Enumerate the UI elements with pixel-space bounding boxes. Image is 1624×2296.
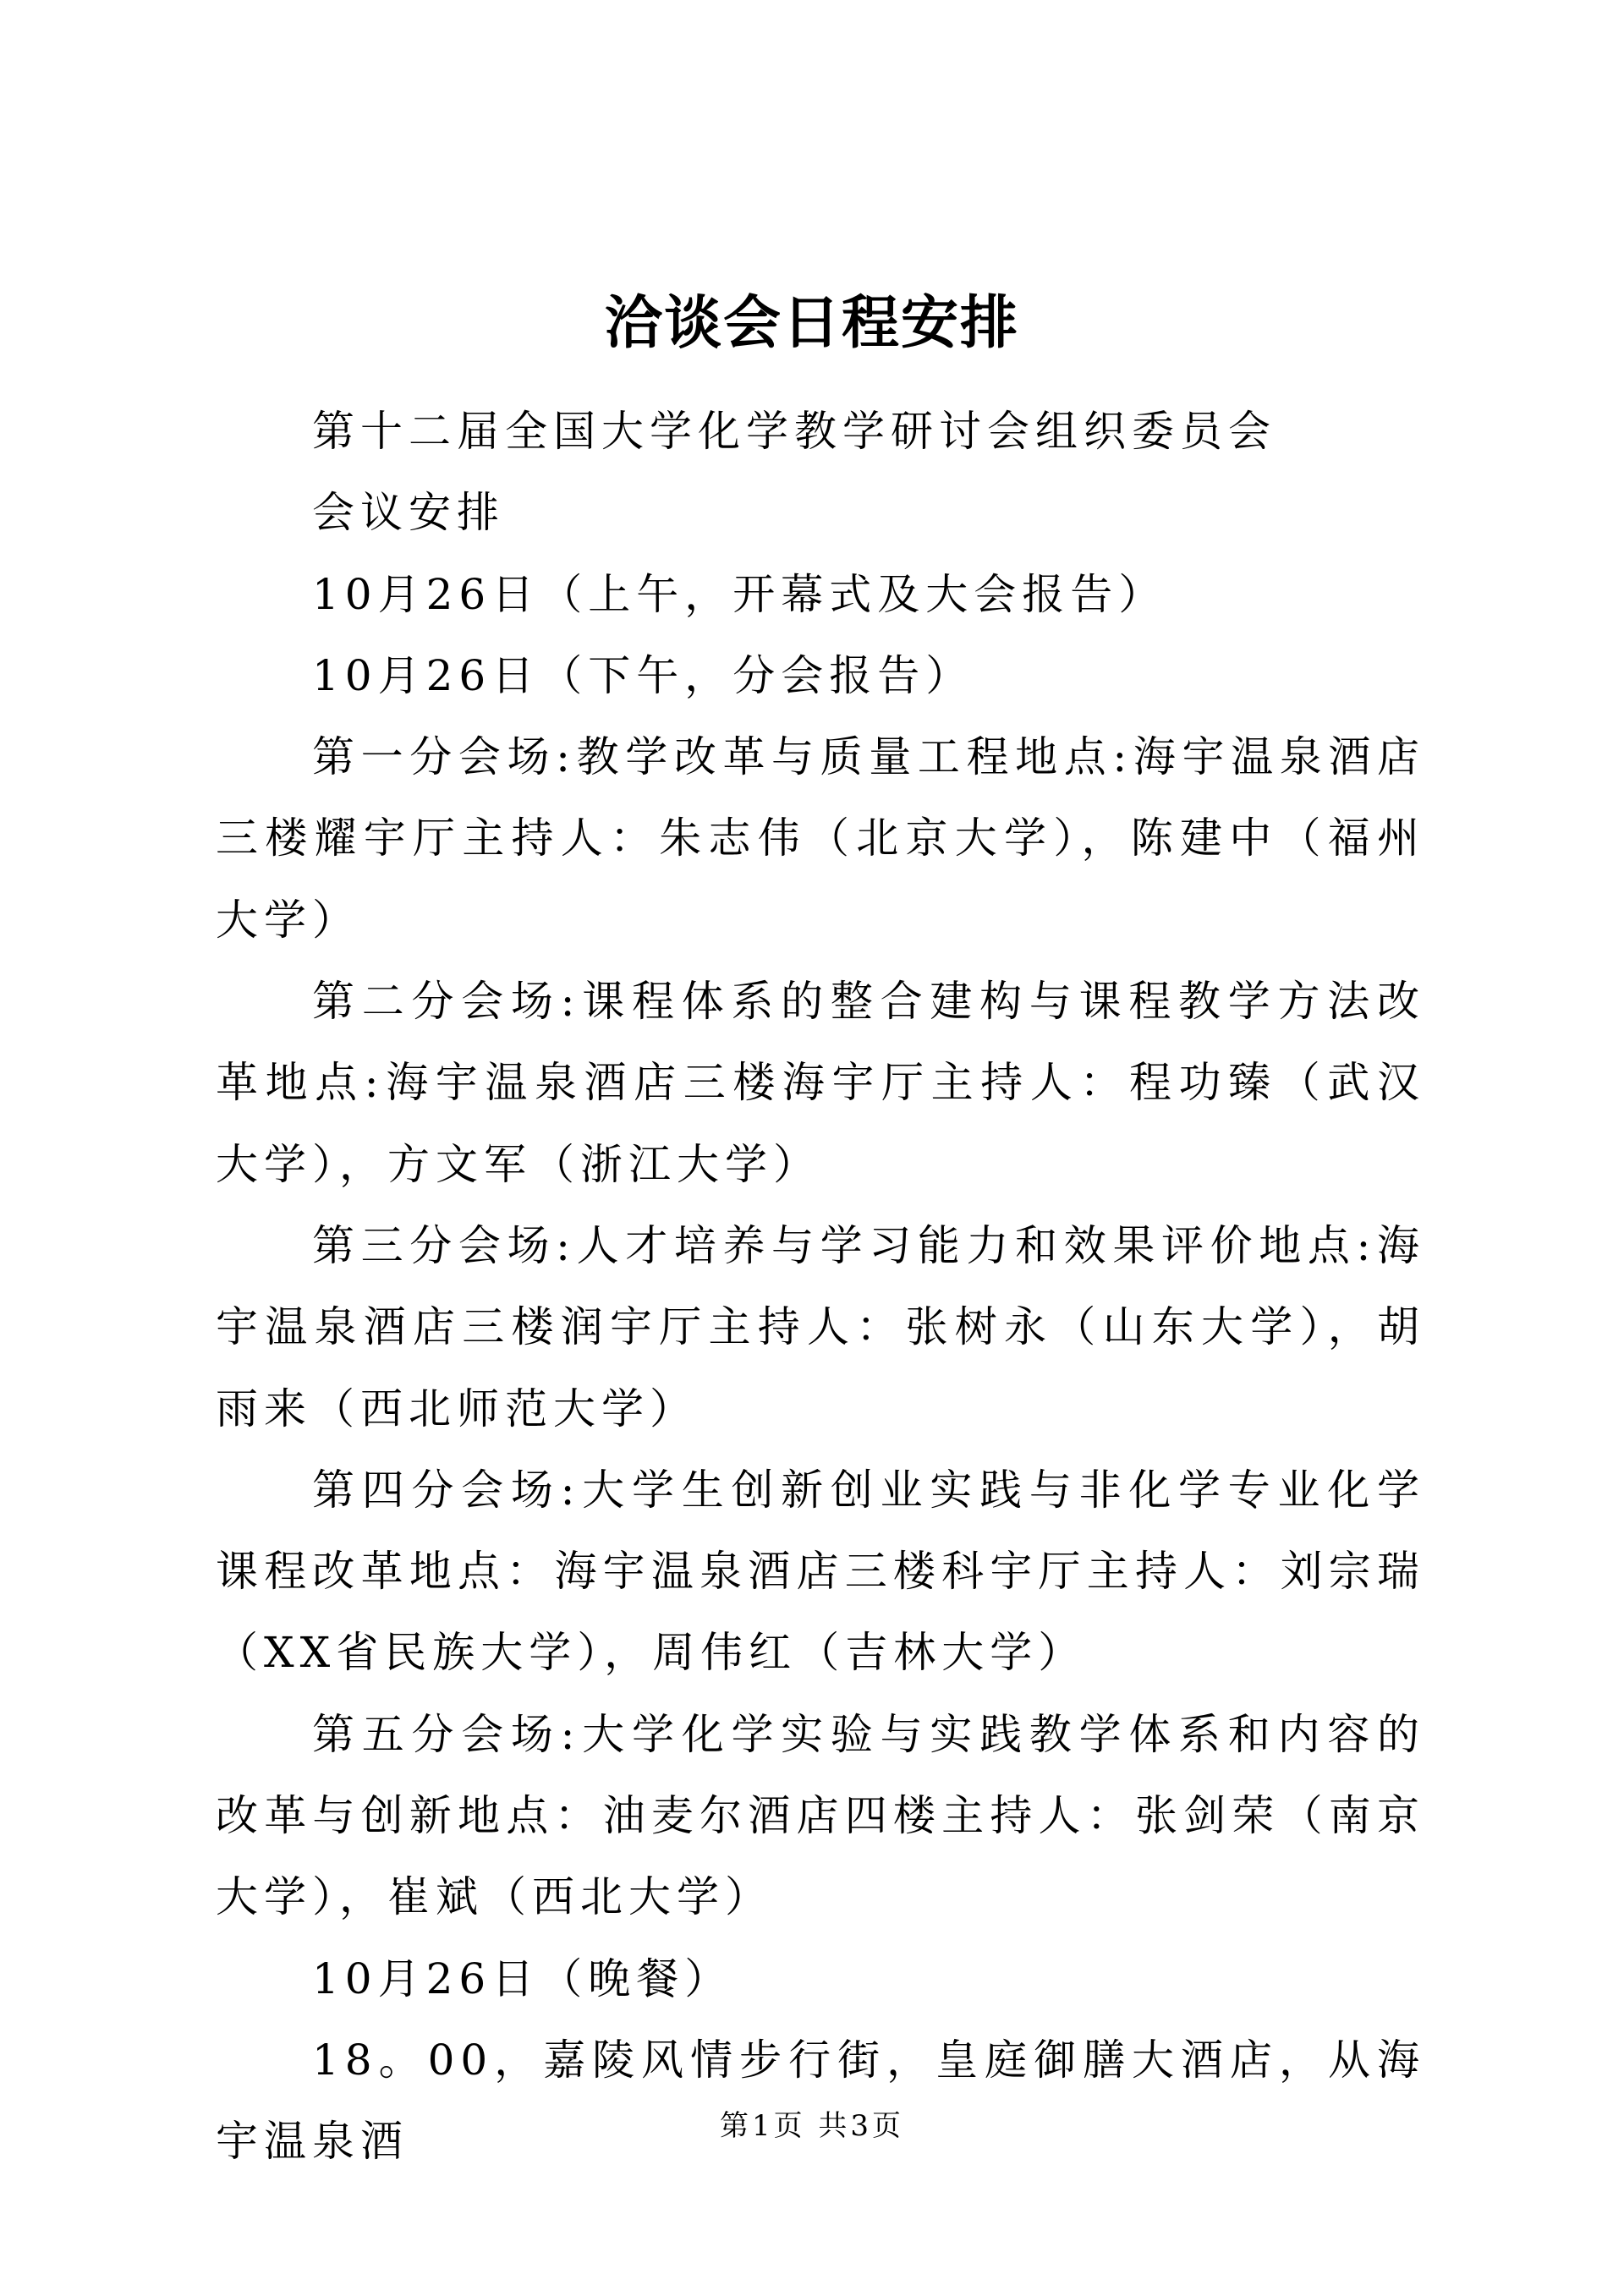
paragraph-venue-1: 第一分会场:教学改革与质量工程地点:海宇温泉酒店三楼耀宇厅主持人：朱志伟（北京大学），陈建中（福州大学）: [216, 732, 1425, 945]
paragraph-venue-2: 第二分会场:课程体系的整合建构与课程教学方法改革地点:海宇温泉酒店三楼海宇厅主持人：程功臻（武汉大学），方文军（浙江大学）: [216, 977, 1425, 1189]
document-title: 洽谈会日程安排: [604, 289, 1019, 357]
paragraph-dinner: 10月26日（晚餐）: [312, 1954, 733, 2003]
paragraph-meeting-arrangement: 会议安排: [312, 488, 505, 538]
paragraph-dinner-details: 18。00，嘉陵风情步行街，皇庭御膳大酒店，从海宇温泉酒: [216, 2035, 1425, 2167]
paragraph-afternoon-session: 10月26日（下午，分会报告）: [312, 650, 974, 700]
paragraph-organizer: 第十二届全国大学化学教学研讨会组织委员会: [312, 407, 1276, 456]
paragraph-venue-3: 第三分会场:人才培养与学习能力和效果评价地点:海宇温泉酒店三楼润宇厅主持人：张树永（山东大学），胡雨来（西北师范大学）: [216, 1220, 1425, 1433]
paragraph-venue-4: 第四分会场:大学生创新创业实践与非化学专业化学课程改革地点：海宇温泉酒店三楼科宇厅主持人：刘宗瑞（XX省民族大学），周伟红（吉林大学）: [216, 1465, 1425, 1678]
paragraph-morning-session: 10月26日（上午，开幕式及大会报告）: [312, 569, 1167, 619]
document-body: [216, 391, 1425, 2183]
paragraph-venue-5: 第五分会场:大学化学实验与实践教学体系和内容的改革与创新地点：油麦尔酒店四楼主持人：张剑荣（南京大学），崔斌（西北大学）: [216, 1709, 1425, 1922]
page-indicator: 第1页 共3页: [719, 2109, 905, 2143]
